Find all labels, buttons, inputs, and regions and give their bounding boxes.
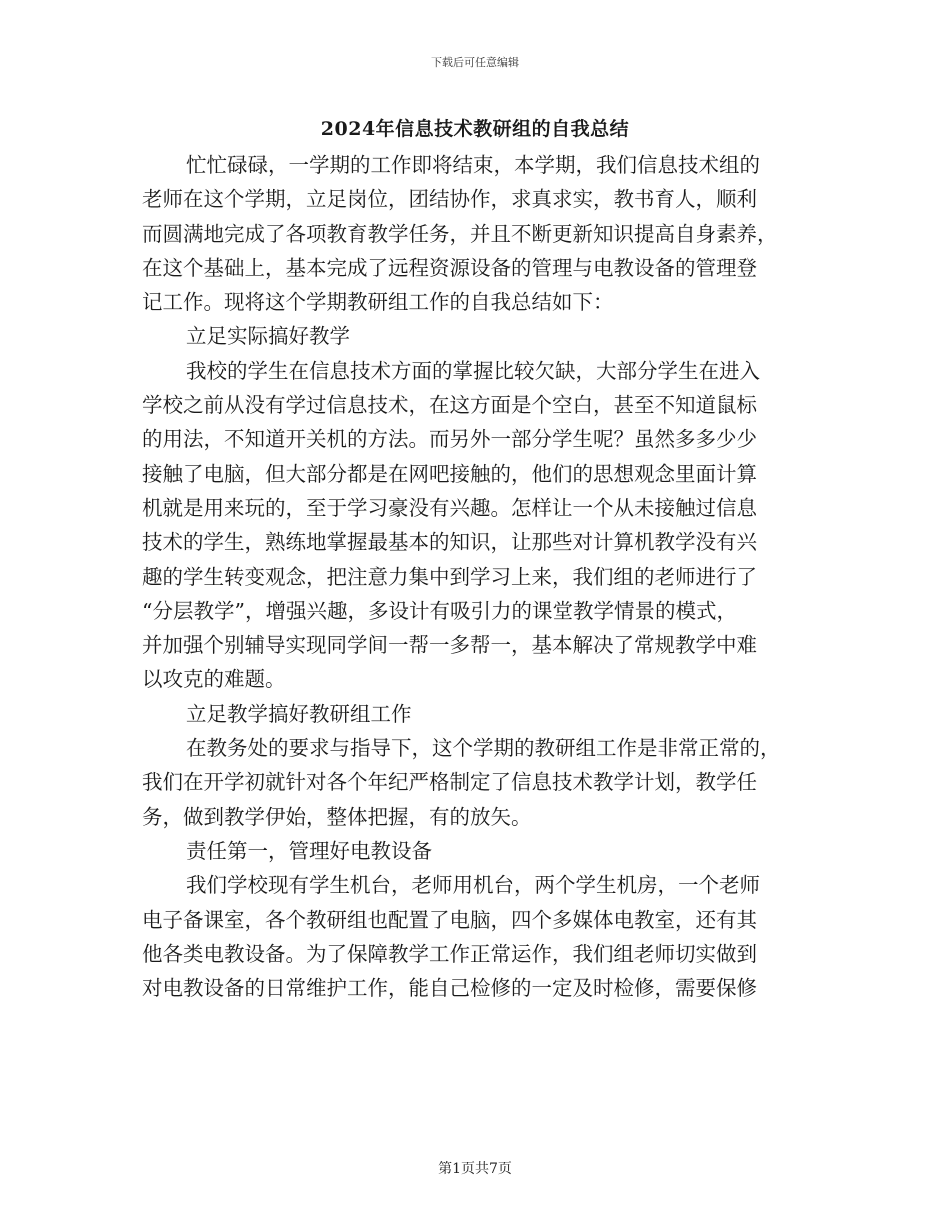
page-footer: 第1页共7页 [438,1161,512,1177]
text-line: 务，做到教学伊始，整体把握，有的放矢。 [142,804,532,829]
text-line: 立足教学搞好教研组工作 [186,701,412,726]
paragraph [142,834,807,868]
text-line: 我们在开学初就针对各个年纪严格制定了信息技术教学计划，教学任 [142,770,757,795]
paragraph [142,354,807,697]
text-line: 而圆满地完成了各项教育教学任务，并且不断更新知识提高自身素养， [142,221,778,246]
text-line: 机就是用来玩的，至于学习豪没有兴趣。怎样让一个从未接触过信息 [142,495,757,520]
paragraph [142,319,807,353]
paragraph [142,731,807,834]
text-line: 以攻克的难题。 [142,667,286,692]
text-line: 接触了电脑，但大部分都是在网吧接触的，他们的思想观念里面计算 [142,461,757,486]
paragraph [142,697,807,731]
text-line: 并加强个别辅导实现同学间一帮一多帮一，基本解决了常规教学中难 [142,633,757,658]
text-line: 电子备课室，各个教研组也配置了电脑，四个多媒体电教室，还有其 [142,907,757,932]
text-line: 忙忙碌碌，一学期的工作即将结束，本学期，我们信息技术组的 [186,153,760,177]
text-line: 学校之前从没有学过信息技术，在这方面是个空白，甚至不知道鼠标 [142,393,757,418]
text-line: 对电教设备的日常维护工作，能自己检修的一定及时检修，需要保修 [142,976,757,1001]
text-line: 在教务处的要求与指导下，这个学期的教研组工作是非常正常的， [186,736,781,761]
text-line: 我们学校现有学生机台，老师用机台，两个学生机房，一个老师 [186,873,760,898]
text-line: 责任第一，管理好电教设备 [186,838,432,863]
text-line: 他各类电教设备。为了保障教学工作正常运作，我们组老师切实做到 [142,941,757,966]
text-line: 老师在这个学期，立足岗位，团结协作，求真求实，教书育人，顺利 [142,187,757,212]
text-line: 立足实际搞好教学 [186,324,350,349]
text-line: 我校的学生在信息技术方面的掌握比较欠缺，大部分学生在进入 [186,358,760,383]
text-line: 趣的学生转变观念，把注意力集中到学习上来，我们组的老师进行了 [142,564,757,589]
text-line: 的用法，不知道开关机的方法。而另外一部分学生呢？虽然多多少少 [142,427,757,452]
paragraph [142,148,807,319]
paragraph [142,868,807,1005]
text-line: 在这个基础上，基本完成了远程资源设备的管理与电教设备的管理登 [142,255,757,280]
header-note: 下载后可任意编辑 [431,56,519,69]
document-body [142,148,807,1005]
text-line: 技术的学生，熟练地掌握最基本的知识，让那些对计算机教学没有兴 [142,530,757,555]
document-title: 2024年信息技术教研组的自我总结 [320,118,630,140]
text-line: 记工作。现将这个学期教研组工作的自我总结如下： [142,290,614,315]
text-line: “分层教学”，增强兴趣，多设计有吸引力的课堂教学情景的模式， [142,598,737,623]
